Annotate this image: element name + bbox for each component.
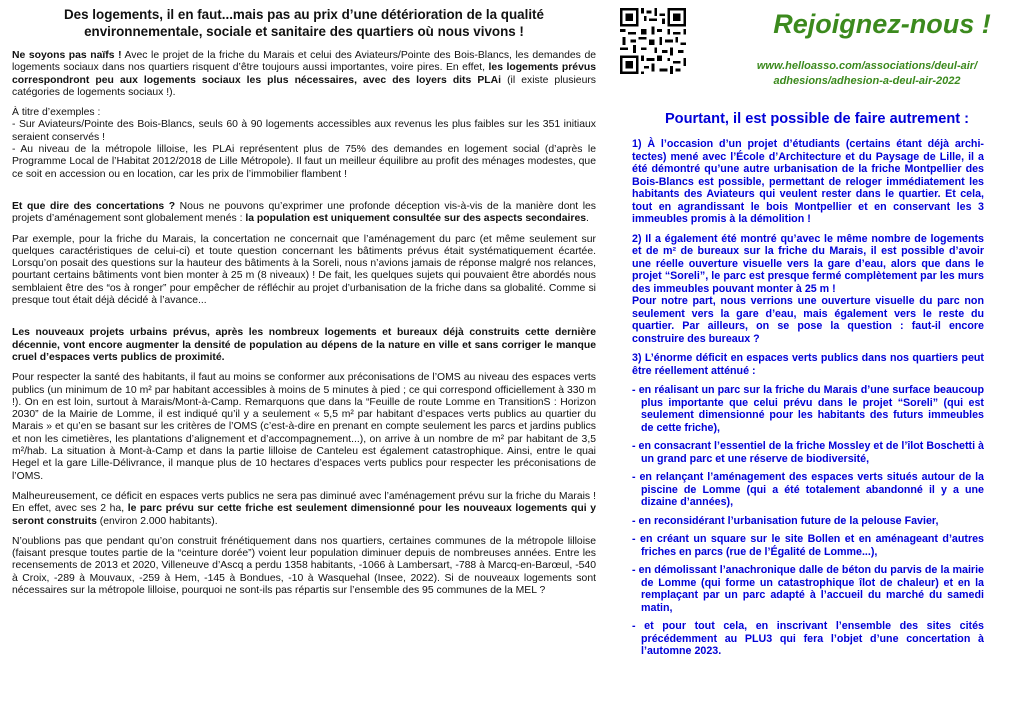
point-1: 1) À l’occasion d’un projet d’étudiants (certains étant déjà archi-tectes) mené avec l’École d’Architecture et du Paysage de Lille, il a été démontré qu’une autre urbanisation de la friche Montpellier des Bois-Blancs est possible, permettant de reloger immédiatement les habitants des Aviateurs qui veulent rester dans le quartier. Et cela, tout en agrandissant le bois Montpellier et en conservant les 3 immeubles promis à la démolition ! [632,138,984,225]
list-item: - en démolissant l’anachronique dalle de béton du parvis de la mairie de Lomme (qui forme un catastrophique îlot de chaleur) et en la remplaçant par un parc adapté à l’accueil du marché du samedi matin, [632,564,984,614]
point-3: 3) L’énorme déficit en espaces verts publics dans nos quartiers peut être réellement atténué : [632,352,984,377]
paragraph-concertations [12,201,596,226]
list-item: - en réalisant un parc sur la friche du Marais d’une surface beaucoup plus importante que celui prévu dans le projet “Soreli” (qui est seulement dimensionné pour les habitants des futurs immeubles de cette friche), [632,384,984,434]
p1-bold: les logements prévus correspondront peu aux logements sociaux les plus nécessaires, avec des loyers dits PLAi [12,62,596,86]
alternatives-body [632,138,984,664]
membership-link-line1[interactable]: www.helloasso.com/associations/deul-air/ [756,60,978,72]
p2-item1: - Sur Aviateurs/Pointe des Bois-Blancs, seuls 60 à 90 logements accessibles aux revenus les plus faibles sur les 351 initiaux seraient conservés ! [12,119,596,143]
spacer [12,189,596,201]
list-item: - en relançant l’aménagement des espaces verts situés autour de la piscine de Lomme (qui a été totalement abandonné il y a une dizaine d’années), [632,471,984,508]
spacer [12,315,596,327]
paragraph-marais-example: Par exemple, pour la friche du Marais, la concertation ne concernait que l’aménagement du parc (et même seulement sur quelques caractéristiques de celui-ci) et toute question concernant les bâtiments prévus était systématiquement écartée. Lorsqu’on posait des questions sur la hauteur des bâtiments à la Soreli, nous n’avions jamais de réponse malgré nos relances, pourtant certains bâtiments vont bien monter à 25 m (8 niveaux) ! De fait, les quelques sujets qui pouvaient être abordés nous semblaient être des “os à ronger” pour empêcher de réfléchir au projet d’urbanisation de la friche dans sa globalité. Comme si presque tout était déjà décidé à l’avance... [12,233,596,307]
list-item: - et pour tout cela, en inscrivant l’ensemble des sites cités précédemment au PLU3 qui fera l’objet d’une concertation à l’automne 2023. [632,620,984,657]
right-column [618,4,1016,714]
p2-intro: À titre d’exemples : [12,107,101,119]
paragraph-urban-projects [12,327,596,364]
paragraph-oms: Pour respecter la santé des habitants, il faut au moins se conformer aux préconisations de l’OMS au niveau des espaces verts publics (un minimum de 10 m² par habitant accessibles à moins de 5 minutes à pied ; ce qui correspond officiellement à 330 m !). On en est loin, surtout à Marais/Mont-à-Camp. Remarquons que dans la “Feuille de route Lomme en TransitionS : Horizon 2030” de la Mairie de Lomme, il est indiqué qu’il y a seulement « 5,5 m² par habitant d’espaces verts publics au quartier du Marais » et qu’en se basant sur les critères de l’OMS (c’est-à-dire en prenant en compte seulement les parcs et jardins publics et non les cimetières, les plantations d’alignement et d’accompagnement...), on arrive à un nombre de m² par habitant de 3,5 m²/hab. La situation à Mont-à-Camp et dans la partie lilloise de Canteleu est également catastrophique. Ainsi, entre le quai Hegel et la gare Lille-Délivrance, il manque plus de 10 hectares d’espaces verts publics pour respecter les préconisations de l’OMS. [12,372,596,482]
paragraph-deficit [12,491,596,528]
list-item: - en consacrant l’essentiel de la friche Mossley et de l’îlot Boschetti à un grand parc et une réserve de biodiversité, [632,440,984,465]
p1-lead: Ne soyons pas naïfs ! [12,50,122,61]
p5-bold: Les nouveaux projets urbains prévus, après les nombreux logements et bureaux déjà construits cette dernière décennie, vont encore augmenter la densité de population au dépens de la nature en ville et sans corriger le manque cruel d’espaces verts publics de proximité. [12,327,596,363]
p7-end: (environ 2.000 habitants). [96,515,218,527]
p7-bold: le parc prévu sur cette friche est seulement dimensionné pour les nouveaux logements qui y seront construits [12,503,596,527]
p1-end: (il existe plusieurs catégories de logements sociaux !). [12,74,596,98]
join-us-title: Rejoignez-nous ! [773,9,991,39]
left-column [12,6,596,714]
headline: Des logements, il en faut...mais pas au prix d’une détérioration de la qualité environnementale, sociale et sanitaire des quartiers où nous vivons ! [64,7,544,39]
list-item: - en reconsidérant l’urbanisation future de la pelouse Favier, [632,514,939,527]
p3-end: . [586,213,589,225]
point-2b: Pour notre part, nous verrions une ouverture visuelle du parc non seulement vers la gare d’eau, mais également vers le reste du quartier. Par ailleurs, on se pose la question : faut-il encore construire des bureaux ? [632,295,984,345]
paragraph-naive [12,50,596,99]
p3-text: Nous ne pouvons qu’exprimer une profonde déception vis-à-vis de la manière dont les projets d’aménagement sont globalement menés : [12,200,596,225]
point-2a: 2) Il a également été montré qu’avec le même nombre de logements et de m² de bureaux sur la friche du Marais, il est possible d’avoir une réelle ouverture visuelle vers la gare d’eau, alors que dans le projet “Soreli”, le parc est presque fermé complètement par les murs des immeubles pouvant monter à 25 m ! [632,232,984,295]
p2-item2: - Au niveau de la métropole lilloise, les PLAi représentent plus de 75% des demandes en logement social (d’après le Programme Local de l’Habitat 2012/2018 de Lille Métropole). Il faut un meilleur équilibre au profit des ménages modestes, que ce soit en accession ou en location, car les prix de l’immobilier flambent ! [12,144,596,180]
membership-link-line2[interactable]: adhesions/adhesion-a-deul-air-2022 [773,75,961,87]
p7-text: Malheureusement, ce déficit en espaces verts publics ne sera pas diminué avec l’aménagement prévu sur la friche du Marais ! En effet, avec ses 2 ha, [12,490,596,515]
alternatives-title: Pourtant, il est possible de faire autrement : [664,111,970,127]
p3-lead: Et que dire des concertations ? [12,200,176,212]
p1-text: Avec le projet de la friche du Marais et celui des Aviateurs/Pointe des Bois-Blancs, les demandes de logements sociaux dans nos quartiers risquent d’être toujours aussi importantes, voire pires. En effet, [12,50,596,74]
list-item: - en créant un square sur le site Bollen et en aménageant d’autres friches en parcs (rue de l’Égalité de Lomme...), [632,533,984,558]
paragraph-population: N’oublions pas que pendant qu’on construit frénétiquement dans nos quartiers, certaines communes de la métropole lilloise (faisant presque toutes partie de la “ceinture dorée”) voient leur population diminuer depuis de nombreuses années. Entre les recensements de 2013 et 2020, Villeneuve d’Ascq a perdu 1358 habitants, -1066 à Lambersart, -788 à Marcq-en-Barœul, -540 à Croix, -289 à Mouvaux, -259 à Hem, -145 à Bondues, -10 à Wasquehal (Insee, 2022). Si de nouveaux logements sont nécessaires sur la métropole lilloise, pourquoi ne sont-ils pas répartis sur l’ensemble des 95 communes de la MEL ? [12,535,596,596]
qr-code-icon[interactable] [620,8,686,74]
membership-link[interactable] [718,59,1016,89]
paragraph-examples [12,107,596,181]
green-space-list [632,384,984,658]
p3-bold: la population est uniquement consultée sur des aspects secondaires [245,213,587,225]
